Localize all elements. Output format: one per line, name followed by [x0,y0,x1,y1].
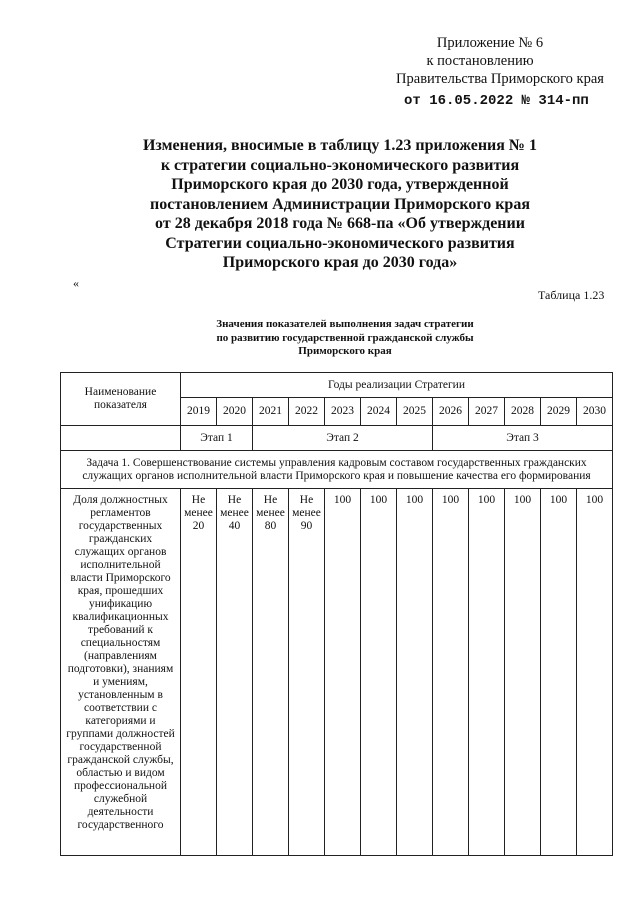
value-cell: Не менее 40 [217,489,253,856]
date-number-stamp: от 16.05.2022 № 314-пп [404,93,589,109]
year-cell: 2025 [397,398,433,426]
title-line: Изменения, вносимые в таблицу 1.23 приложения № 1 [142,137,538,154]
resolution-label: к постановлению [426,53,534,69]
years-header: Годы реализации Стратегии [181,373,613,398]
task-row: Задача 1. Совершенствование системы управления кадровым составом государственных гражданских служащих органов исполнительной власти Приморского края и повышение качества его формирования [61,451,613,489]
indicator-name: Доля должностных регламентов государственных гражданских служащих органов исполнительной власти Приморского края, прошедших унификацию квалификационных требований к специальностям (направлениям подготовки), знаниям и умениям, установленным в соответствии с категориями и группами должностей государственной гражданской службы, областью и видом профессиональной служебной деятельности государственного [61,489,181,856]
subtitle-line: Приморского края [298,345,392,357]
indicators-table [60,372,613,856]
subtitle-line: по развитию государственной гражданской службы [216,331,474,344]
title-line: от 28 декабря 2018 года № 668-па «Об утверждении [155,215,525,232]
title-line: Приморского края до 2030 года, утвержденной [171,176,509,193]
year-cell: 2024 [361,398,397,426]
year-cell: 2021 [253,398,289,426]
year-cell: 2029 [541,398,577,426]
title-line: Стратегии социально-экономического развития [165,234,515,252]
value-cell: 100 [433,489,469,856]
year-cell: 2030 [577,398,613,426]
year-cell: 2023 [325,398,361,426]
value-cell: Не менее 20 [181,489,217,856]
table-label: Таблица 1.23 [538,288,605,302]
title-line: к стратегии социально-экономического развития [160,156,520,174]
subtitle-line: Значения показателей выполнения задач стратегии [216,318,474,330]
title-line: постановлением Администрации Приморского края [150,195,530,213]
column-header-name: Наименование показателя [61,373,181,426]
year-cell: 2019 [181,398,217,426]
year-cell: 2027 [469,398,505,426]
year-cell: 2028 [505,398,541,426]
year-cell: 2026 [433,398,469,426]
government-label: Правительства Приморского края [396,71,604,87]
empty-cell [61,426,181,451]
value-cell: Не менее 90 [289,489,325,856]
value-cell: 100 [505,489,541,856]
title-line: Приморского края до 2030 года» [222,254,458,271]
value-cell: 100 [469,489,505,856]
value-cell: 100 [541,489,577,856]
value-cell: 100 [397,489,433,856]
stage-cell: Этап 1 [181,426,253,451]
appendix-label: Приложение № 6 [436,35,544,51]
document-title [100,136,580,273]
stage-cell: Этап 2 [253,426,433,451]
year-cell: 2020 [217,398,253,426]
value-cell: 100 [325,489,361,856]
value-cell: 100 [361,489,397,856]
opening-quote: « [73,276,79,290]
value-cell: 100 [577,489,613,856]
stage-cell: Этап 3 [433,426,613,451]
value-cell: Не менее 80 [253,489,289,856]
table-subtitle [150,318,540,359]
year-cell: 2022 [289,398,325,426]
